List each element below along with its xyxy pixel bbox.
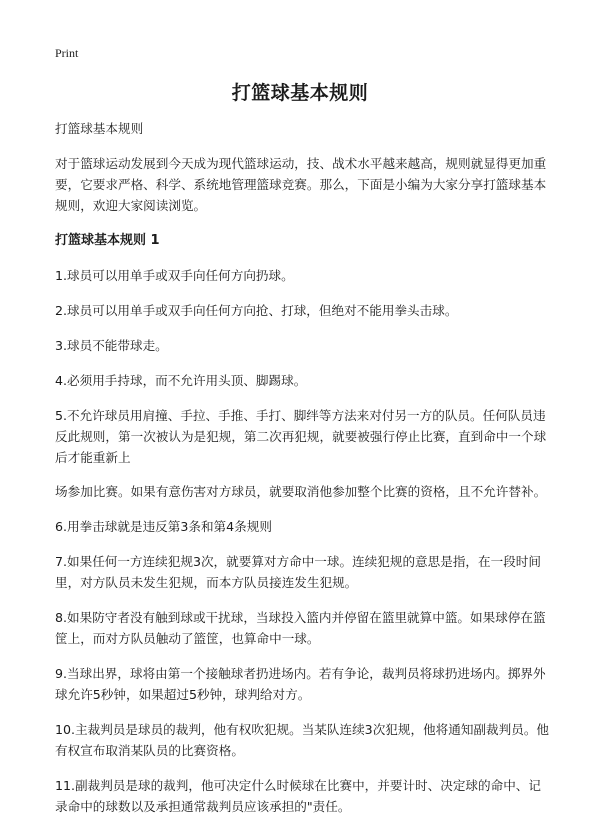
rule-item: 7.如果任何一方连续犯规3次，就要算对方命中一球。连续犯规的意思是指，在一段时间里，对方队员未发生犯规，而本方队员接连发生犯规。 (55, 554, 541, 590)
rule-item: 3.球员不能带球走。 (55, 338, 168, 353)
rule-item: 1.球员可以用单手或双手向任何方向扔球。 (55, 268, 294, 283)
rule-item: 8.如果防守者没有触到球或干扰球，当球投入篮内并停留在篮里就算中篮。如果球停在篮筐上，而对方队员触动了篮筐，也算命中一球。 (55, 610, 546, 646)
article-body (55, 118, 549, 831)
section-heading: 打篮球基本规则 1 (55, 233, 160, 248)
rule-item: 场参加比赛。如果有意伤害对方球员，就要取消他参加整个比赛的资格，且不允许替补。 (55, 484, 547, 499)
rule-item: 4.必须用手持球，而不允许用头顶、脚踢球。 (55, 373, 307, 388)
rule-item: 11.副裁判员是球的裁判，他可决定什么时候球在比赛中，并要计时、决定球的命中、记录命中的球数以及承担通常裁判员应该承担的"责任。 (55, 778, 541, 814)
document-title: 打篮球基本规则 (231, 82, 369, 104)
rule-item: 2.球员可以用单手或双手向任何方向抢、打球，但绝对不能用拳头击球。 (55, 303, 458, 318)
print-link[interactable]: Print (55, 46, 79, 60)
article-intro: 对于篮球运动发展到今天成为现代篮球运动，技、战术水平越来越高，规则就显得更加重要，它要求严格、科学、系统地管理篮球竞赛。那么，下面是小编为大家分享打篮球基本规则，欢迎大家阅读浏览。 (55, 156, 547, 213)
article-subtitle: 打篮球基本规则 (55, 121, 144, 136)
rule-item: 10.主裁判员是球员的裁判，他有权吹犯规。当某队连续3次犯规，他将通知副裁判员。他有权宣布取消某队员的比赛资格。 (55, 722, 550, 758)
rule-item: 5.不允许球员用肩撞、手拉、手推、手打、脚绊等方法来对付另一方的队员。任何队员违反此规则，第一次被认为是犯规，第二次再犯规，就要被强行停止比赛，直到命中一个球后才能重新上 (55, 408, 547, 465)
rule-item: 6.用拳击球就是违反第3条和第4条规则 (55, 519, 272, 534)
rule-item: 9.当球出界，球将由第一个接触球者扔进场内。若有争论，裁判员将球扔进场内。掷界外球允许5秒钟，如果超过5秒钟，球判给对方。 (55, 666, 546, 702)
